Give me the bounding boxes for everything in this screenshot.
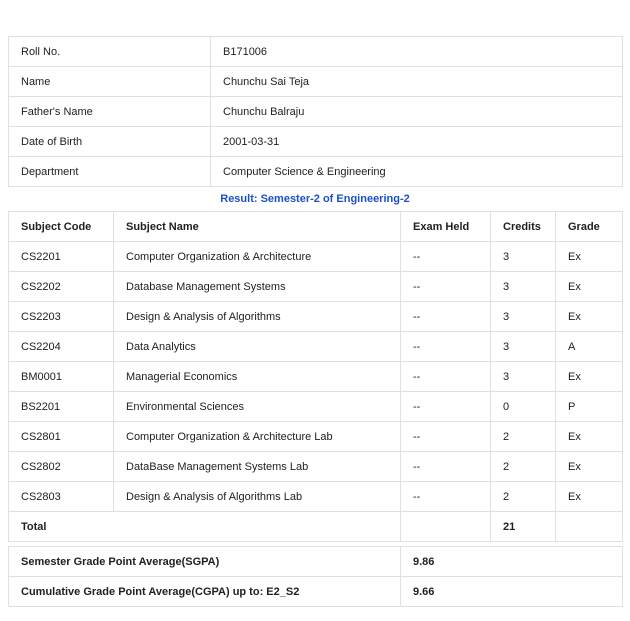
info-label-cell: Roll No.: [9, 37, 211, 67]
grade-cell: P: [556, 392, 623, 422]
grade-cell: Ex: [556, 422, 623, 452]
subject-code-cell: CS2801: [9, 422, 114, 452]
subject-row: [9, 362, 623, 392]
subject-row: [9, 302, 623, 332]
summary-value-cell: 9.86: [401, 547, 623, 577]
exam-held-cell: --: [401, 242, 491, 272]
exam-held-cell: --: [401, 362, 491, 392]
grade-cell: Ex: [556, 272, 623, 302]
credits-cell: 2: [491, 452, 556, 482]
subject-code-cell: CS2803: [9, 482, 114, 512]
summary-value-cell: 9.66: [401, 577, 623, 607]
grade-cell: Ex: [556, 482, 623, 512]
subject-row: [9, 392, 623, 422]
student-info-row: [9, 127, 623, 157]
student-info-row: [9, 37, 623, 67]
grade-cell: Ex: [556, 452, 623, 482]
subject-code-cell: BM0001: [9, 362, 114, 392]
summary-label-cell: Cumulative Grade Point Average(CGPA) up to: E2_S2: [9, 577, 401, 607]
subject-code-cell: CS2802: [9, 452, 114, 482]
subject-code-cell: CS2204: [9, 332, 114, 362]
exam-held-cell: --: [401, 272, 491, 302]
subject-row: [9, 332, 623, 362]
column-header: Subject Code: [9, 212, 114, 242]
student-info-row: [9, 97, 623, 127]
summary-row: [9, 577, 623, 607]
subject-code-cell: CS2203: [9, 302, 114, 332]
info-value-cell: Chunchu Sai Teja: [211, 67, 623, 97]
total-row: [9, 512, 623, 542]
student-info-row: [9, 157, 623, 187]
results-header-row: [9, 212, 623, 242]
summary-row: [9, 547, 623, 577]
subject-row: [9, 242, 623, 272]
column-header: Exam Held: [401, 212, 491, 242]
exam-held-cell: --: [401, 392, 491, 422]
credits-cell: 0: [491, 392, 556, 422]
subject-row: [9, 482, 623, 512]
subject-code-cell: BS2201: [9, 392, 114, 422]
exam-held-cell: --: [401, 422, 491, 452]
credits-cell: 3: [491, 302, 556, 332]
column-header: Credits: [491, 212, 556, 242]
subject-name-cell: Database Management Systems: [114, 272, 401, 302]
info-value-cell: B171006: [211, 37, 623, 67]
info-label-cell: Name: [9, 67, 211, 97]
summary-label-cell: Semester Grade Point Average(SGPA): [9, 547, 401, 577]
exam-held-cell: --: [401, 452, 491, 482]
info-label-cell: Date of Birth: [9, 127, 211, 157]
grade-cell: Ex: [556, 302, 623, 332]
exam-held-cell: --: [401, 302, 491, 332]
subject-name-cell: Data Analytics: [114, 332, 401, 362]
subject-name-cell: Managerial Economics: [114, 362, 401, 392]
credits-cell: 3: [491, 242, 556, 272]
total-label-cell: Total: [9, 512, 401, 542]
info-value-cell: 2001-03-31: [211, 127, 623, 157]
credits-cell: 3: [491, 272, 556, 302]
subject-code-cell: CS2201: [9, 242, 114, 272]
subject-code-cell: CS2202: [9, 272, 114, 302]
student-info-row: [9, 67, 623, 97]
subject-name-cell: Environmental Sciences: [114, 392, 401, 422]
grade-cell: Ex: [556, 242, 623, 272]
grade-cell: Ex: [556, 362, 623, 392]
total-grade-cell: [556, 512, 623, 542]
subject-name-cell: Computer Organization & Architecture: [114, 242, 401, 272]
credits-cell: 3: [491, 332, 556, 362]
subject-row: [9, 272, 623, 302]
credits-cell: 3: [491, 362, 556, 392]
info-value-cell: Computer Science & Engineering: [211, 157, 623, 187]
subject-name-cell: Design & Analysis of Algorithms Lab: [114, 482, 401, 512]
subject-row: [9, 422, 623, 452]
credits-cell: 2: [491, 422, 556, 452]
subject-name-cell: Design & Analysis of Algorithms: [114, 302, 401, 332]
info-label-cell: Father's Name: [9, 97, 211, 127]
exam-held-cell: --: [401, 482, 491, 512]
total-credits-cell: 21: [491, 512, 556, 542]
info-label-cell: Department: [9, 157, 211, 187]
subject-name-cell: Computer Organization & Architecture Lab: [114, 422, 401, 452]
results-table: [8, 211, 623, 542]
exam-held-cell: --: [401, 332, 491, 362]
column-header: Grade: [556, 212, 623, 242]
student-info-table: [8, 36, 623, 187]
subject-name-cell: DataBase Management Systems Lab: [114, 452, 401, 482]
subject-row: [9, 452, 623, 482]
total-exam-cell: [401, 512, 491, 542]
column-header: Subject Name: [114, 212, 401, 242]
summary-table: [8, 546, 623, 607]
credits-cell: 2: [491, 482, 556, 512]
result-title: Result: Semester-2 of Engineering-2: [220, 193, 410, 205]
info-value-cell: Chunchu Balraju: [211, 97, 623, 127]
grade-cell: A: [556, 332, 623, 362]
